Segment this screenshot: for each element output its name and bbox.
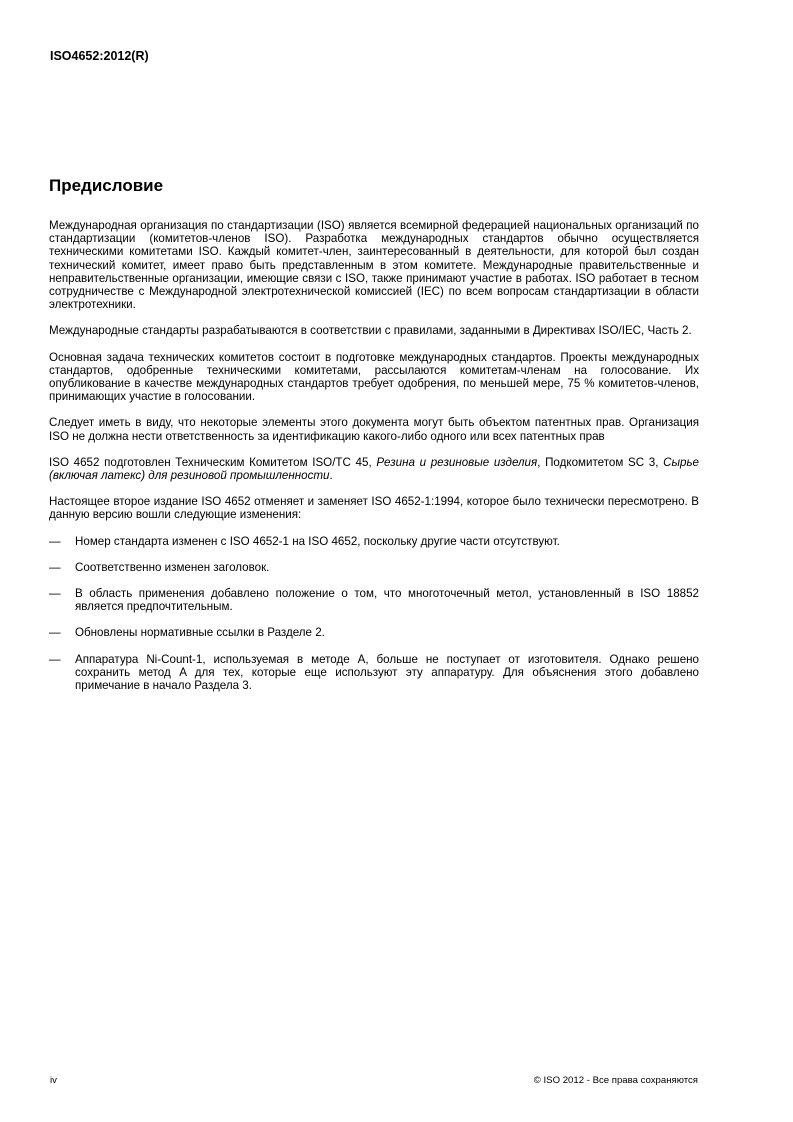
list-item-text: В область применения добавлено положение о том, что многоточечный метол, установленный в ISO 18852 является предпочтительным. <box>75 587 699 614</box>
subcommittee-name: Сырье (включая латекс) для резиновой промышленности <box>49 455 700 483</box>
foreword-body <box>49 219 699 705</box>
prepared-by-text-1: ISO 4652 подготовлен Техническим Комитетом ISO/TC 45, <box>49 455 377 469</box>
prepared-by-text-2: , Подкомитетом SC 3, <box>537 455 664 469</box>
list-item <box>49 587 699 613</box>
paragraph-edition: Настоящее второе издание ISO 4652 отменяет и заменяет ISO 4652-1:1994, которое было технически пересмотрено. В данную версию вошли следующие изменения: <box>49 495 699 522</box>
list-item-text: Номер стандарта изменен с ISO 4652-1 на ISO 4652, поскольку другие части отсутствуют. <box>75 534 560 548</box>
list-item <box>49 653 699 693</box>
paragraph-directives: Международные стандарты разрабатываются в соответствии с правилами, заданными в Директивах ISO/IEC, Часть 2. <box>49 324 692 338</box>
committee-name: Резина и резиновые изделия <box>376 455 538 469</box>
page-number: iv <box>50 1075 57 1086</box>
list-item <box>49 561 699 574</box>
list-item-text: Обновлены нормативные ссылки в Разделе 2. <box>75 626 325 640</box>
copyright-notice: © ISO 2012 - Все права сохраняются <box>533 1075 698 1086</box>
prepared-by-text-3: . <box>329 469 333 483</box>
paragraph-iso-organization: Международная организация по стандартизации (ISO) является всемирной федерацией национальных организаций по стандартизации (комитетов-членов ISO). Разработка международных стандартов обычно осуществляется техническими комитетами ISO. Каждый комитет-член, заинтересованный в деятельности, для которой был создан технический комитет, имеет право быть представленным в этом комитете. Международные правительственные и неправительственные организации, имеющие связи с ISO, также принимают участие в работах. ISO работает в тесном сотрудничестве с Международной электротехнической комиссией (IEC) по всем вопросам стандартизации в области электротехники. <box>49 219 699 312</box>
list-item <box>49 535 699 548</box>
dash-marker: — <box>49 560 61 574</box>
document-id: ISO4652:2012(R) <box>50 49 149 63</box>
paragraph-patent-rights: Следует иметь в виду, что некоторые элементы этого документа могут быть объектом патентных прав. Организация ISO не должна нести ответственность за идентификацию какого-либо одного или всех патентных прав <box>49 416 699 443</box>
dash-marker: — <box>49 534 61 548</box>
list-item <box>49 626 699 639</box>
dash-marker: — <box>49 652 61 666</box>
paragraph-prepared-by <box>49 456 699 482</box>
list-item-text: Соответственно изменен заголовок. <box>75 560 270 574</box>
dash-marker: — <box>49 626 61 640</box>
paragraph-committee-tasks: Основная задача технических комитетов состоит в подготовке международных стандартов. Проекты международных стандартов, одобренные техническими комитетами, рассылаются комитетам-членам на голосование. Их опубликование в качестве международных стандартов требует одобрения, по меньшей мере, 75 % комитетов-членов, принимающих участие в голосовании. <box>49 350 699 404</box>
changes-list <box>49 535 699 693</box>
page-title: Предисловие <box>49 176 164 195</box>
dash-marker: — <box>49 587 61 601</box>
list-item-text: Аппаратура Ni-Count-1, используемая в методе A, больше не поступает от изготовителя. Однако решено сохранить метод A для тех, которые еще используют эту аппаратуру. Для объяснения этого добавлено примечание в начало Раздела 3. <box>75 652 699 693</box>
